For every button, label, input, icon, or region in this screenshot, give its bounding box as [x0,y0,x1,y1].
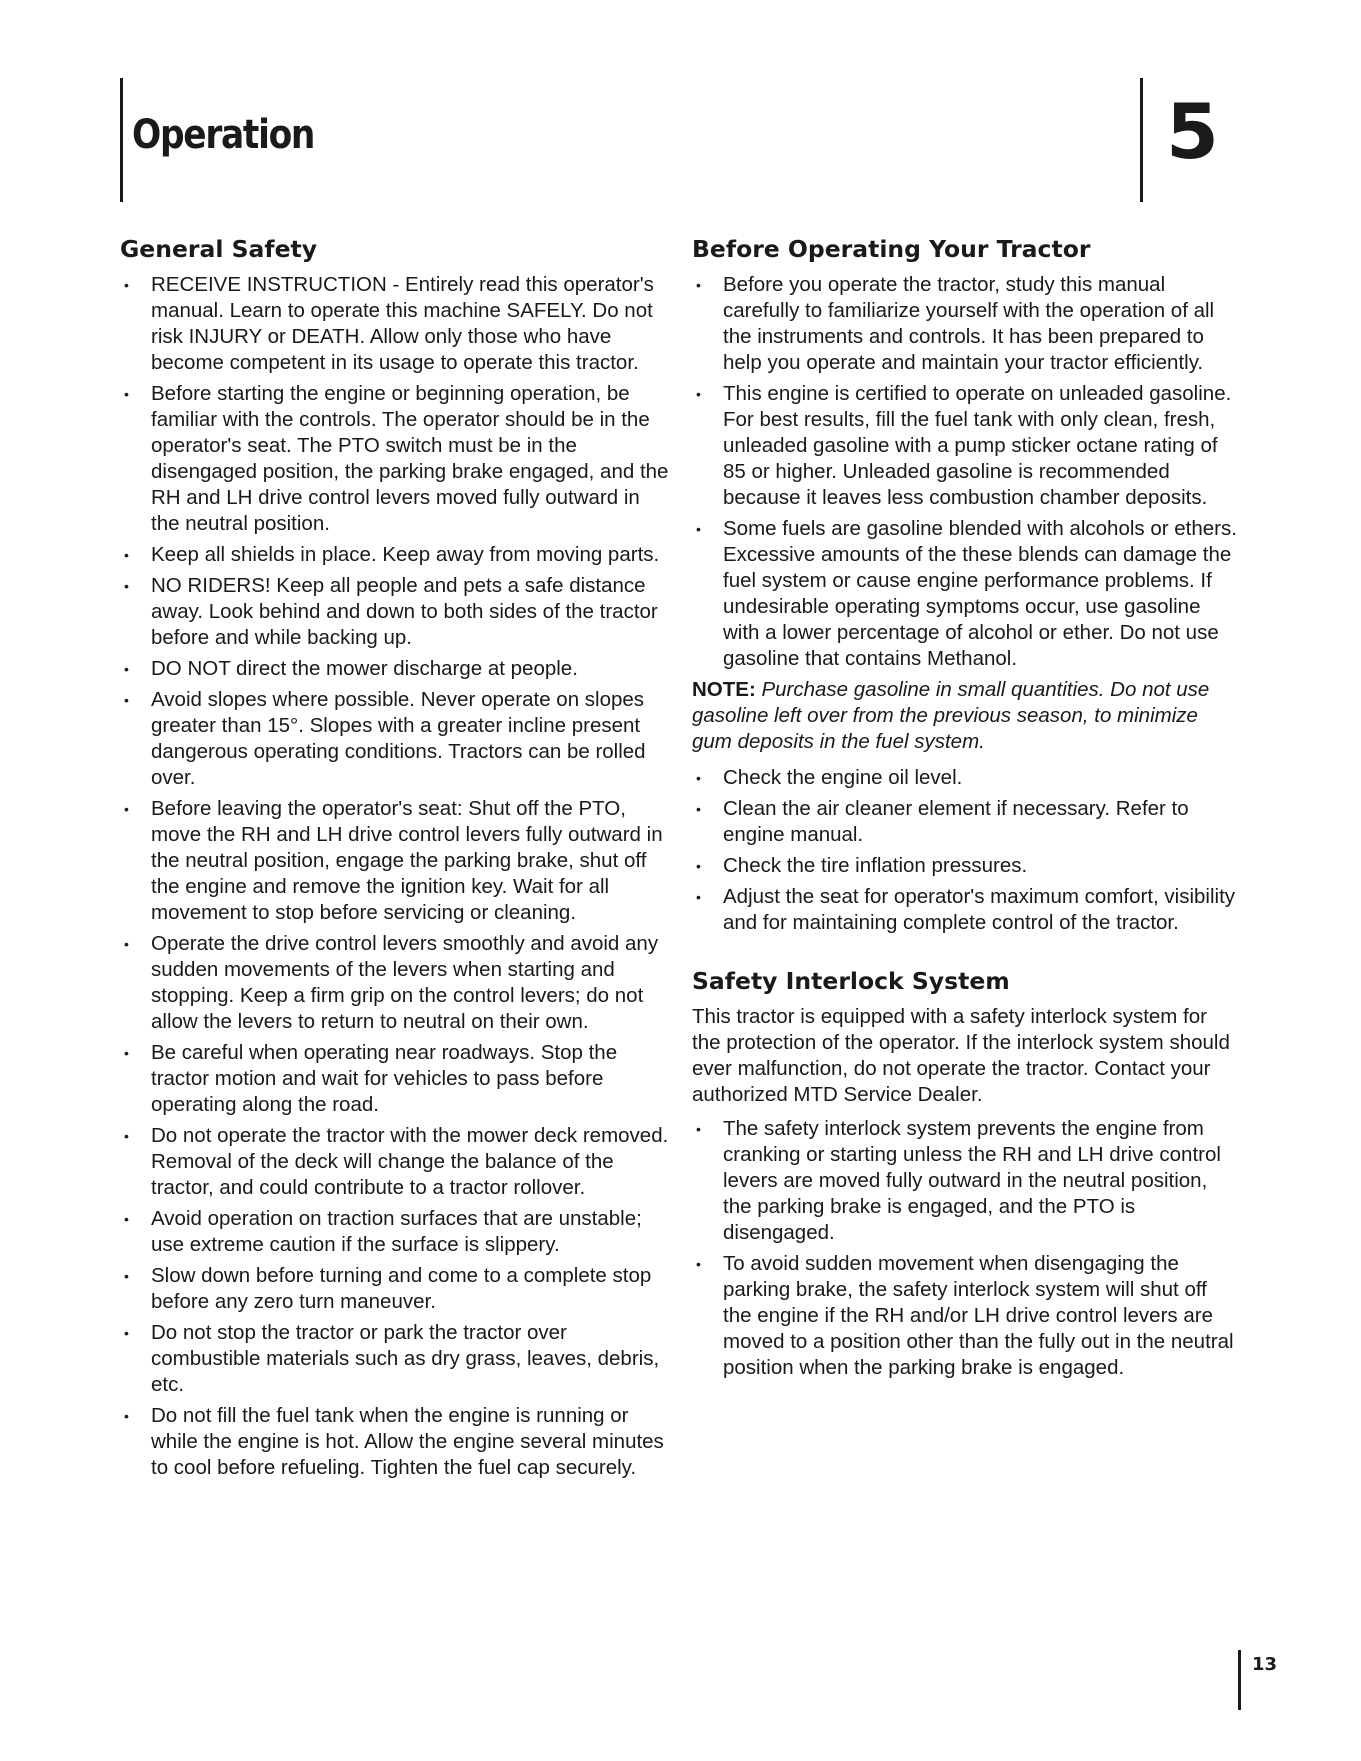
list-item-text: Before starting the engine or beginning operation, be familiar with the controls. The operator should be in the operator's seat. The PTO switch must be in the disengaged position, the parking brake engaged, and the RH and LH drive control levers moved fully outward in the neutral position. [151,382,669,535]
list-item-text: NO RIDERS! Keep all people and pets a safe distance away. Look behind and down to both sides of the tractor before and while backing up. [151,574,658,649]
list-item-text: Some fuels are gasoline blended with alcohols or ethers. Excessive amounts of the these blends can damage the fuel system or cause engine performance problems. If undesirable operating symptoms occur, use gasoline with a lower percentage of alcohol or ether. Do not use gasoline that contains Methanol. [723,517,1237,670]
bullet-icon: • [124,386,129,402]
footer-rule [1238,1650,1241,1710]
bullet-icon: • [696,1121,701,1137]
bullet-icon: • [124,547,129,563]
list-item [120,656,670,682]
left-column [120,234,670,1486]
bullet-icon: • [696,277,701,293]
list-item [120,1206,670,1258]
list-item-text: Do not fill the fuel tank when the engine is running or while the engine is hot. Allow the engine several minutes to cool before refueling. Tighten the fuel cap securely. [151,1404,664,1479]
list-item-text: To avoid sudden movement when disengaging the parking brake, the safety interlock system will shut off the engine if the RH and/or LH drive control levers are moved to a position other than the fully out in the neutral position when the parking brake is engaged. [723,1252,1234,1379]
interlock-list [692,1116,1240,1381]
list-item [692,853,1240,879]
fuel-note [692,677,1240,755]
header-rule-right [1140,78,1143,202]
chapter-number: 5 [1166,87,1219,176]
general-safety-list [120,272,670,1481]
list-item-text: Operate the drive control levers smoothly and avoid any sudden movements of the levers when starting and stopping. Keep a firm grip on the control levers; do not allow the levers to return to neutral on their own. [151,932,659,1033]
pre-check-list [692,765,1240,936]
list-item [120,1320,670,1398]
list-item-text: The safety interlock system prevents the engine from cranking or starting unless the RH and LH drive control levers are moved fully outward in the neutral position, the parking brake is engaged, and the PTO is disengaged. [723,1117,1221,1244]
bullet-icon: • [124,277,129,293]
before-operating-heading: Before Operating Your Tractor [692,235,1091,263]
bullet-icon: • [696,386,701,402]
bullet-icon: • [124,1268,129,1284]
list-item [120,1263,670,1315]
bullet-icon: • [124,1211,129,1227]
bullet-icon: • [696,521,701,537]
list-item-text: Do not operate the tractor with the mower deck removed. Removal of the deck will change the balance of the tractor, and could contribute to a tractor rollover. [151,1124,669,1199]
list-item [120,542,670,568]
list-item [692,884,1240,936]
list-item-text: Check the tire inflation pressures. [723,854,1028,877]
list-item-text: Before leaving the operator's seat: Shut off the PTO, move the RH and LH drive control levers fully outward in the neutral position, engage the parking brake, shut off the engine and remove the ignition key. Wait for all movement to stop before servicing or cleaning. [151,797,663,924]
list-item-text: Do not stop the tractor or park the tractor over combustible materials such as dry grass, leaves, debris, etc. [151,1321,660,1396]
list-item [692,381,1240,511]
list-item-text: Keep all shields in place. Keep away from moving parts. [151,543,660,566]
bullet-icon: • [124,1128,129,1144]
bullet-icon: • [124,661,129,677]
bullet-icon: • [124,1408,129,1424]
list-item [692,516,1240,672]
list-item-text: Adjust the seat for operator's maximum comfort, visibility and for maintaining complete control of the tractor. [723,885,1236,934]
bullet-icon: • [696,1256,701,1272]
general-safety-heading: General Safety [120,235,318,263]
bullet-icon: • [696,889,701,905]
bullet-icon: • [124,692,129,708]
before-operating-list [692,272,1240,672]
bullet-icon: • [124,936,129,952]
right-column [692,234,1240,1386]
list-item [120,796,670,926]
header-rule-left [120,78,123,202]
list-item [120,1040,670,1118]
list-item [120,1403,670,1481]
interlock-heading: Safety Interlock System [692,967,1010,995]
chapter-title: Operation [132,112,315,158]
list-item [120,272,670,376]
page-number: 13 [1252,1654,1278,1675]
list-item-text: Slow down before turning and come to a complete stop before any zero turn maneuver. [151,1264,652,1313]
list-item-text: RECEIVE INSTRUCTION - Entirely read this operator's manual. Learn to operate this machine SAFELY. Do not risk INJURY or DEATH. Allow only those who have become competent in its usage to operate this tractor. [151,273,654,374]
interlock-intro: This tractor is equipped with a safety interlock system for the protection of the operator. If the interlock system should ever malfunction, do not operate the tractor. Contact your authorized MTD Service Dealer. [692,1005,1230,1106]
list-item-text: Avoid slopes where possible. Never operate on slopes greater than 15°. Slopes with a greater incline present dangerous operating conditions. Tractors can be rolled over. [151,688,646,789]
note-label: NOTE: [692,678,756,701]
list-item [120,573,670,651]
list-item [692,765,1240,791]
note-text: Purchase gasoline in small quantities. Do not use gasoline left over from the previous season, to minimize gum deposits in the fuel system. [692,678,1210,753]
list-item-text: Be careful when operating near roadways. Stop the tractor motion and wait for vehicles to pass before operating along the road. [151,1041,618,1116]
bullet-icon: • [124,801,129,817]
list-item [120,687,670,791]
list-item [120,931,670,1035]
list-item-text: DO NOT direct the mower discharge at people. [151,657,578,680]
list-item [692,1251,1240,1381]
list-item [692,1116,1240,1246]
list-item-text: Clean the air cleaner element if necessary. Refer to engine manual. [723,797,1189,846]
bullet-icon: • [124,1045,129,1061]
bullet-icon: • [124,1325,129,1341]
list-item [692,272,1240,376]
bullet-icon: • [696,770,701,786]
list-item-text: This engine is certified to operate on unleaded gasoline. For best results, fill the fuel tank with only clean, fresh, unleaded gasoline with a pump sticker octane rating of 85 or higher. Unleaded gasoline is recommended because it leaves less combustion chamber deposits. [723,382,1232,509]
list-item [120,1123,670,1201]
list-item-text: Avoid operation on traction surfaces that are unstable; use extreme caution if the surface is slippery. [151,1207,642,1256]
bullet-icon: • [696,801,701,817]
list-item-text: Check the engine oil level. [723,766,963,789]
list-item-text: Before you operate the tractor, study this manual carefully to familiarize yourself with the operation of all the instruments and controls. It has been prepared to help you operate and maintain your tractor efficiently. [723,273,1215,374]
bullet-icon: • [696,858,701,874]
list-item [120,381,670,537]
bullet-icon: • [124,578,129,594]
list-item [692,796,1240,848]
